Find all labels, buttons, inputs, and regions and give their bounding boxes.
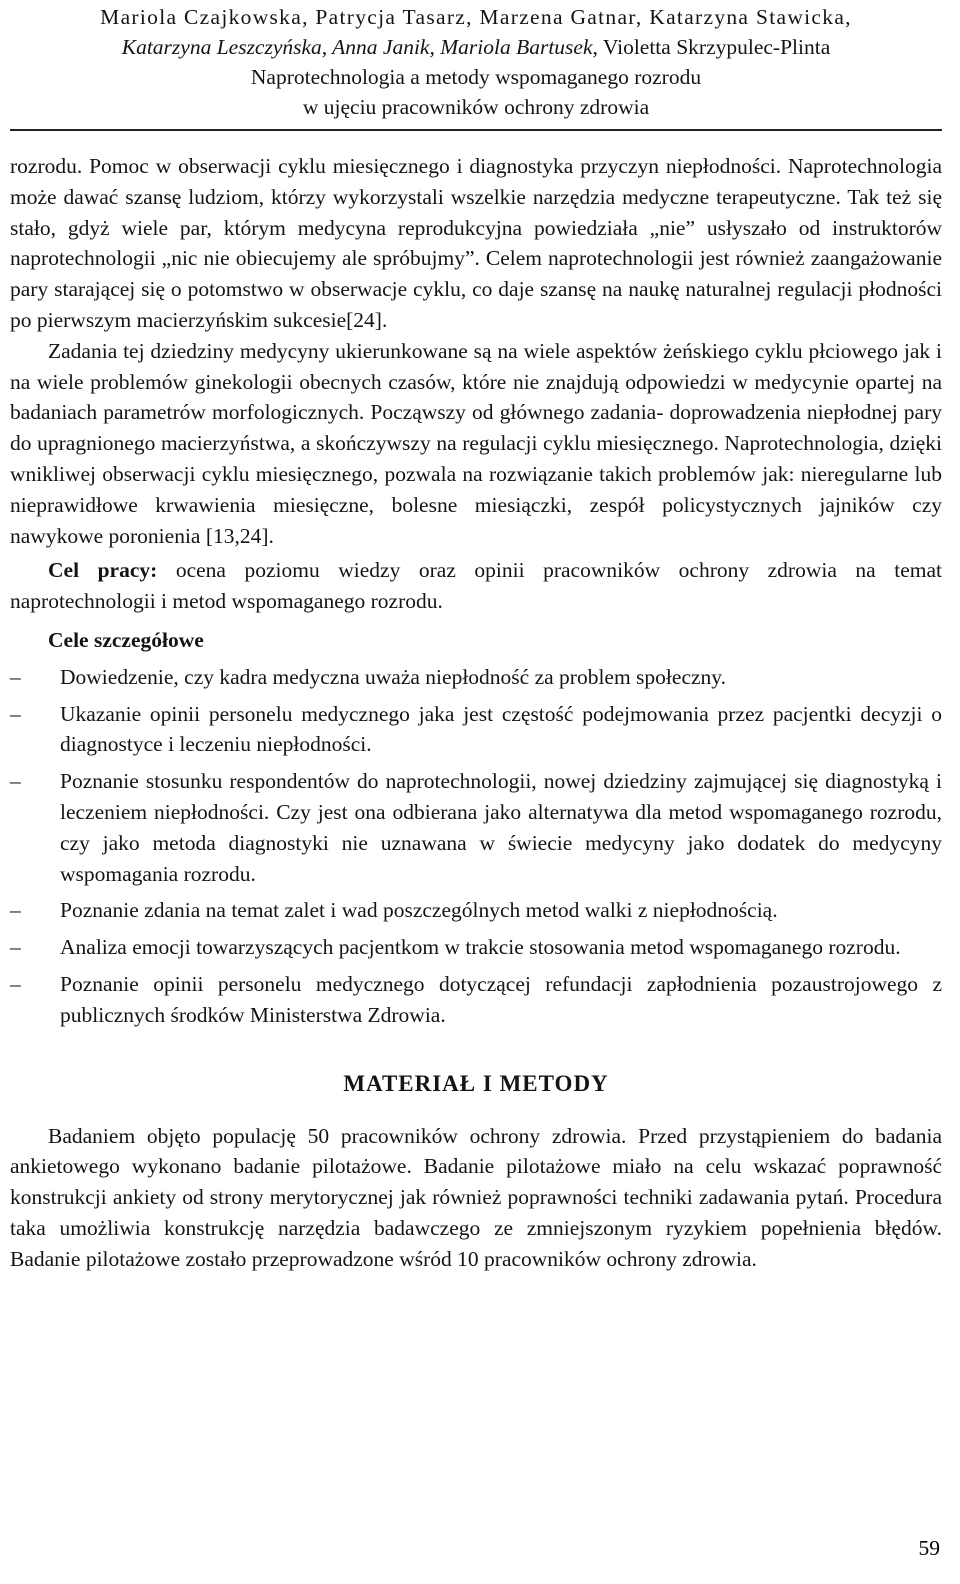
header-authors-italic: Katarzyna Leszczyńska, Anna Janik, Mariola Bartusek,	[121, 35, 598, 59]
goals-heading	[10, 625, 942, 656]
header-rule	[10, 129, 942, 131]
document-page	[10, 0, 942, 1584]
page-number: 59	[918, 1536, 940, 1560]
goal-text: Analiza emocji towarzyszących pacjentkom w trakcie stosowania metod wspomaganego rozrodu.	[60, 935, 901, 960]
goals-heading-text: Cele szczegółowe	[48, 627, 204, 652]
aim-text: ocena poziomu wiedzy oraz opinii pracowników ochrony zdrowia na temat naprotechnologii i metod wspomaganego rozrodu.	[10, 558, 942, 614]
list-item	[10, 699, 942, 761]
paragraph-continuation: rozrodu. Pomoc w obserwacji cyklu miesięcznego i diagnostyka przyczyn niepłodności. Naprotechnologia może dawać szansę ludziom, którzy wykorzystali wszelkie narzędzia medyczne terapeutyczne. Tak też się stało, gdyż wiele par, którym medycyna reprodukcyjna powiedziała „nie” usłyszało od instruktorów naprotechnologii „nic nie obiecujemy ale spróbujmy”. Celem naprotechnologii jest również zaangażowanie pary starającej się o potomstwo w obserwacje cyklu, co daje szansę na naukę naturalnej regulacji płodności po pierwszym macierzyńskim sukcesie[24].	[10, 154, 942, 332]
aim-label: Cel pracy:	[48, 558, 158, 583]
paragraph-aim	[10, 555, 942, 617]
dash-bullet: –	[10, 971, 21, 996]
header-title-line1: Naprotechnologia a metody wspomaganego rozrodu	[250, 65, 702, 89]
running-header	[10, 0, 942, 122]
header-authors-line2	[10, 32, 942, 62]
goal-text: Dowiedzenie, czy kadra medyczna uważa niepłodność za problem społeczny.	[60, 664, 727, 689]
dash-bullet: –	[10, 935, 21, 960]
paragraph-tasks: Zadania tej dziedziny medycyny ukierunkowane są na wiele aspektów żeńskiego cyklu płciowego jak i na wiele problemów ginekologii obecnych czasów, które nie znajdują odpowiedzi w medycynie opartej na badaniach parametrów morfologicznych. Począwszy od głównego zadania- doprowadzenia niepłodnej pary do upragnionego macierzyństwa, a skończywszy na regulacji cyklu miesięcznego. Naprotechnologia, dzięki wnikliwej obserwacji cyklu miesięcznego, pozwala na rozwiązanie takich problemów jak: nieregularne lub nieprawidłowe krwawienia miesięczne, bolesne miesiączki, zespół policystycznych jajników czy nawykowe poronienia [13,24].	[10, 338, 942, 548]
goal-text: Poznanie zdania na temat zalet i wad poszczególnych metod walki z niepłodnością.	[60, 898, 778, 923]
goal-text: Poznanie stosunku respondentów do naprotechnologii, nowej dziedziny zajmującej się diagnostyką i leczeniem niepłodności. Czy jest ona odbierana jako alternatywa dla metod wspomaganego rozrodu, czy jako metoda diagnostyki nie uznawana w świecie medycyny jako dodatek do medycyny wspomagania rozrodu.	[60, 769, 942, 886]
goal-text: Poznanie opinii personelu medycznego dotyczącej refundacji zapłodnienia pozaustrojowego z publicznych środków Ministerstwa Zdrowia.	[60, 971, 942, 1027]
paragraph-methods: Badaniem objęto populację 50 pracowników ochrony zdrowia. Przed przystąpieniem do badania ankietowego wykonano badanie pilotażowe. Badanie pilotażowe miało na celu wskazać poprawność konstrukcji ankiety od strony merytorycznej jak również poprawności techniki zadawania pytań. Procedura taka umożliwia konstrukcję narzędzia badawczego ze zmniejszonym ryzykiem popełnienia błędów. Badanie pilotażowe zostało przeprowadzone wśród 10 pracowników ochrony zdrowia.	[10, 1123, 942, 1271]
dash-bullet: –	[10, 769, 21, 794]
dash-bullet: –	[10, 664, 21, 689]
list-item	[10, 662, 942, 693]
header-authors-plain: Violetta Skrzypulec-Plinta	[597, 35, 831, 59]
body-text	[10, 151, 942, 1275]
dash-bullet: –	[10, 898, 21, 923]
goal-text: Ukazanie opinii personelu medycznego jaka jest częstość podejmowania przez pacjentki decyzji o diagnostyce i leczeniu niepłodności.	[60, 701, 942, 757]
goals-list	[10, 662, 942, 1031]
list-item	[10, 932, 942, 963]
header-authors-line1: Mariola Czajkowska, Patrycja Tasarz, Marzena Gatnar, Katarzyna Stawicka,	[100, 5, 852, 29]
list-item	[10, 895, 942, 926]
dash-bullet: –	[10, 701, 21, 726]
list-item	[10, 766, 942, 889]
section-heading: MATERIAŁ I METODY	[343, 1070, 609, 1096]
list-item	[10, 969, 942, 1031]
header-title-line2: w ujęciu pracowników ochrony zdrowia	[302, 95, 650, 119]
